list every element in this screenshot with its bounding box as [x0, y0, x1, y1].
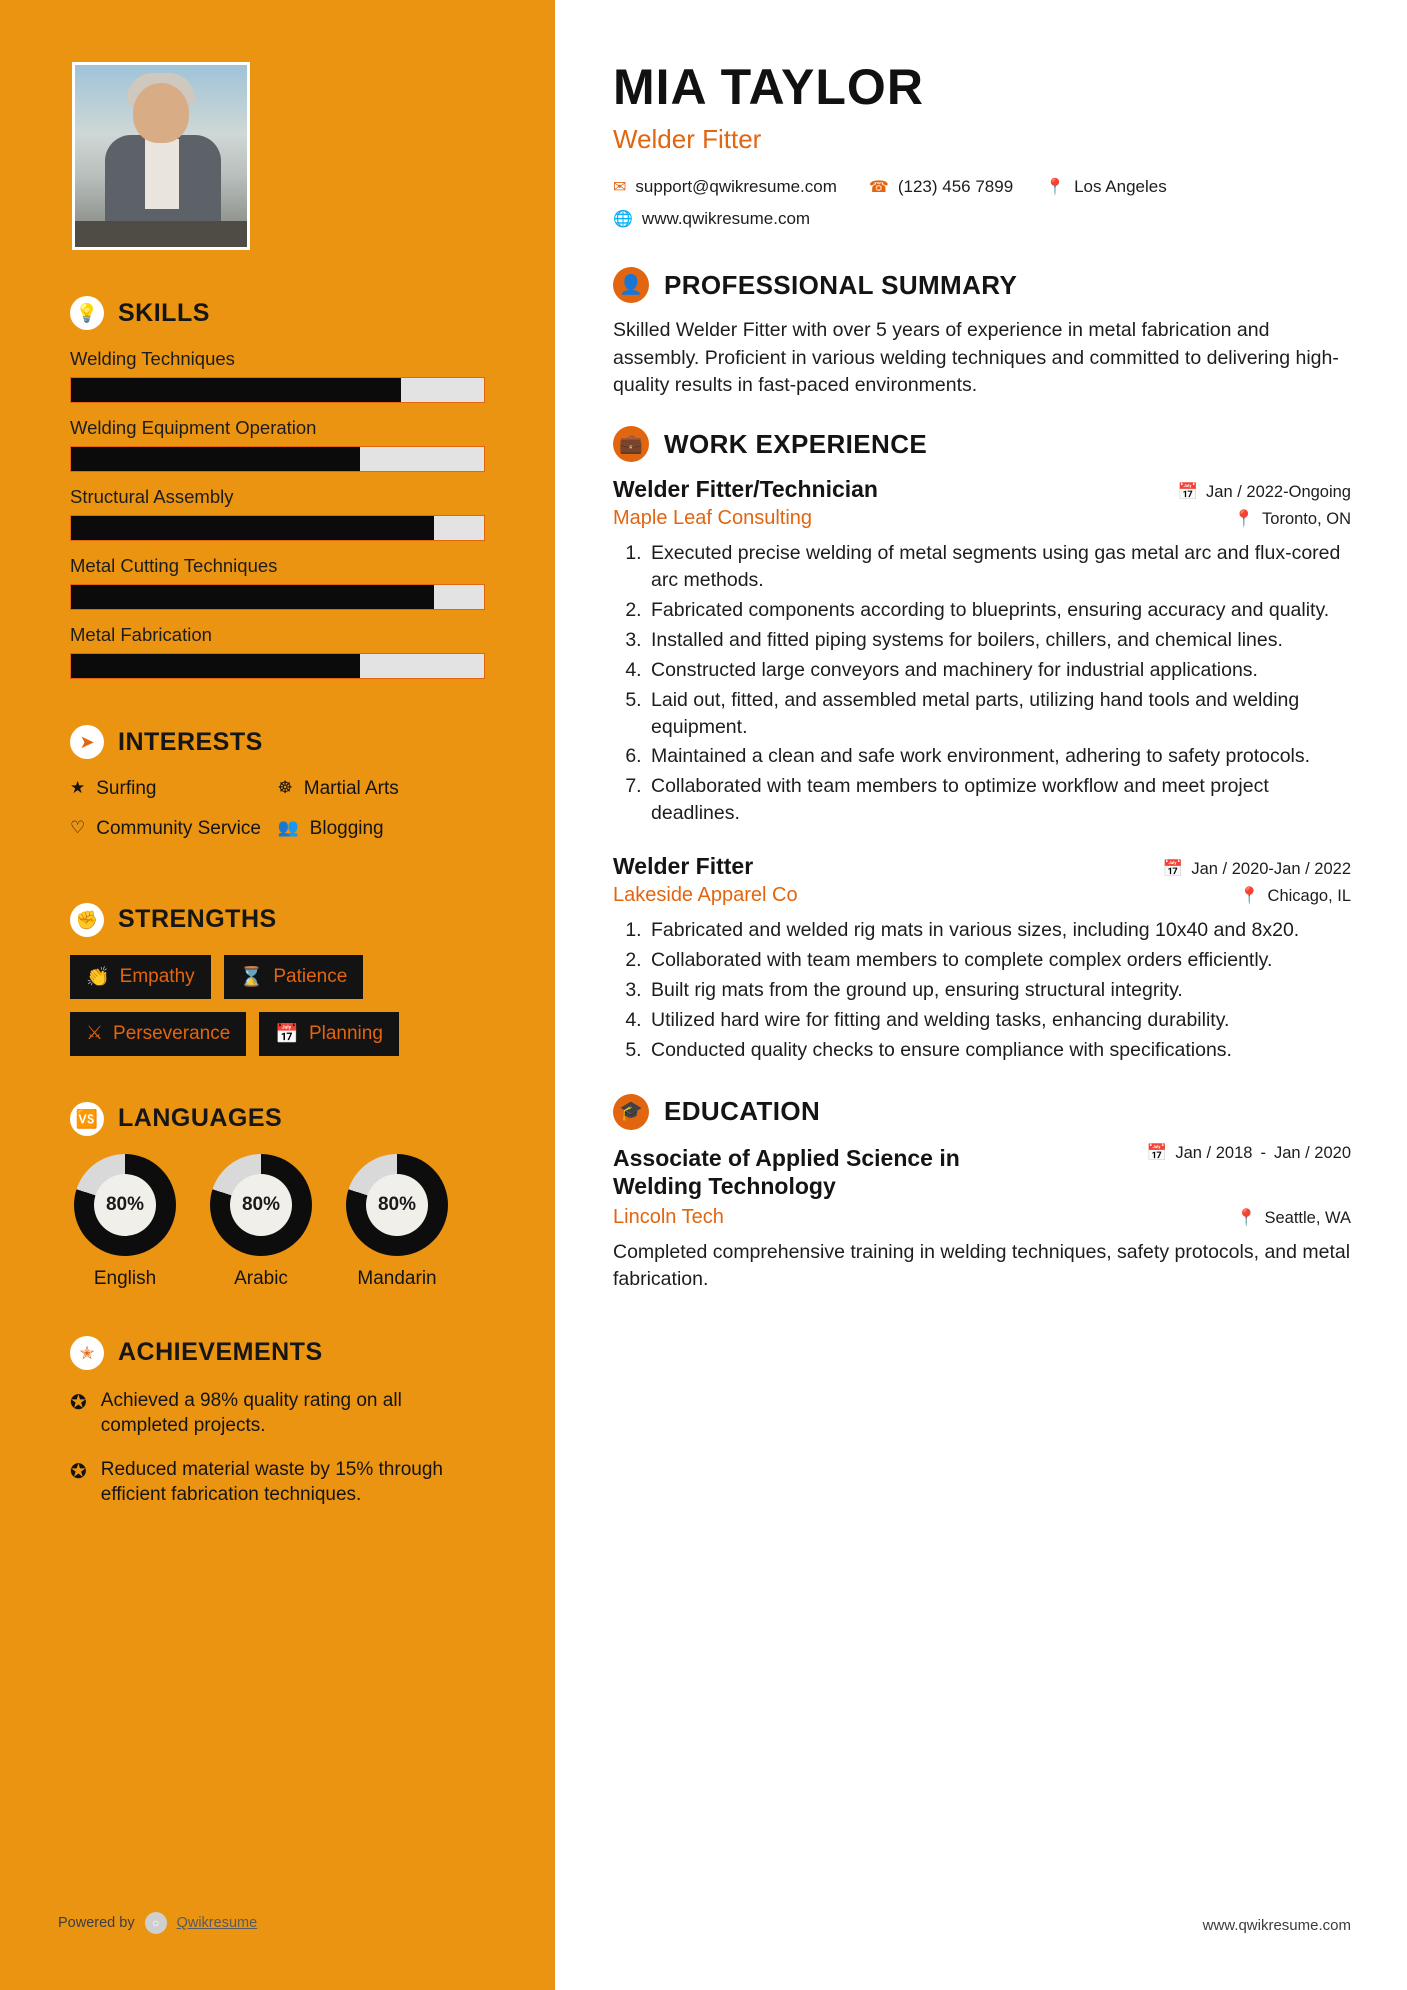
strength-label: Empathy	[119, 965, 195, 987]
star-icon: ★	[70, 778, 86, 797]
strength-label: Patience	[273, 965, 348, 987]
experience-title: WORK EXPERIENCE	[664, 428, 928, 459]
contact-website-text: www.qwikresume.com	[641, 209, 811, 228]
job-location	[1233, 510, 1351, 529]
powered-by-label: Powered by	[58, 1915, 135, 1931]
achievement-text: Achieved a 98% quality rating on all completed projects.	[100, 1389, 402, 1437]
strength-label: Planning	[308, 1022, 383, 1044]
achievement-item	[70, 1388, 485, 1439]
job-company: Lakeside Apparel Co	[613, 884, 798, 907]
skill-label: Welding Techniques	[70, 348, 235, 369]
education-header	[613, 1094, 1351, 1130]
language-name: Arabic	[234, 1267, 288, 1289]
job-bullets	[613, 540, 1351, 827]
education-date-start: Jan / 2018	[1175, 1143, 1253, 1162]
powered-by	[58, 1912, 257, 1934]
skill-row	[70, 417, 485, 472]
candidate-role: Welder Fitter	[613, 124, 762, 154]
interest-label: Community Service	[96, 817, 261, 839]
languages-header	[70, 1102, 485, 1136]
skill-row	[70, 486, 485, 541]
job-bullet: 6. Maintained a clean and safe work environment, adhering to safety protocols.	[647, 743, 1351, 770]
award-star-icon: ✭	[70, 1336, 104, 1370]
interests-title: INTERESTS	[118, 727, 263, 756]
language-item	[70, 1154, 180, 1290]
user-circle-icon: 👤	[613, 267, 649, 303]
strengths-section	[70, 903, 485, 1056]
phone-icon: ☎	[868, 179, 889, 196]
contact-phone-text: (123) 456 7899	[897, 177, 1014, 196]
skill-bar	[70, 377, 485, 403]
job-location-text: Toronto, ON	[1262, 510, 1351, 529]
location-pin-icon: 📍	[1045, 179, 1066, 196]
strength-chip	[224, 955, 364, 999]
interest-item	[70, 817, 278, 841]
skill-label: Structural Assembly	[70, 486, 234, 507]
skill-label: Metal Fabrication	[70, 624, 212, 645]
strengths-header	[70, 903, 485, 937]
experience-header	[613, 426, 1351, 462]
profile-photo	[72, 62, 250, 250]
languages-title: LANGUAGES	[118, 1104, 283, 1132]
experience-item	[613, 853, 1351, 1064]
job-title: Welder Fitter	[613, 853, 754, 880]
summary-section	[613, 267, 1351, 400]
fist-icon: ✊	[70, 903, 104, 937]
interest-label: Martial Arts	[303, 778, 399, 799]
interest-item	[278, 777, 486, 801]
summary-header	[613, 267, 1351, 303]
education-description: Completed comprehensive training in welding techniques, safety protocols, and metal fabrication.	[613, 1240, 1351, 1291]
contact-location	[1045, 177, 1167, 197]
skills-title: SKILLS	[118, 298, 210, 327]
job-bullet: 5. Laid out, fitted, and assembled metal parts, utilizing hand tools and welding equipment.	[647, 687, 1351, 741]
footer-website: www.qwikresume.com	[1202, 1917, 1351, 1934]
education-title: EDUCATION	[664, 1096, 821, 1127]
perseverance-icon: ⚔	[86, 1023, 104, 1044]
job-bullet: 3. Installed and fitted piping systems for boilers, chillers, and chemical lines.	[647, 627, 1351, 654]
language-item	[206, 1154, 316, 1290]
qwikresume-link[interactable]: Qwikresume	[176, 1915, 258, 1931]
job-bullet: 3. Built rig mats from the ground up, ensuring structural integrity.	[647, 977, 1351, 1004]
education-location-text: Seattle, WA	[1264, 1208, 1351, 1227]
achievements-title: ACHIEVEMENTS	[118, 1338, 323, 1366]
job-location-text: Chicago, IL	[1267, 887, 1351, 906]
main-content	[555, 0, 1407, 1990]
skill-bar	[70, 653, 485, 679]
skill-bar	[70, 584, 485, 610]
interest-item	[70, 777, 278, 801]
location-pin-icon: 📍	[1235, 1208, 1257, 1227]
briefcase-icon: 💼	[613, 426, 649, 462]
skill-bar	[70, 515, 485, 541]
qwikresume-logo-icon: ○	[145, 1912, 167, 1934]
education-school: Lincoln Tech	[613, 1205, 724, 1228]
location-pin-icon: 📍	[1238, 887, 1260, 906]
interests-header	[70, 725, 485, 759]
medal-star-icon: ✪	[70, 1460, 87, 1483]
globe-icon: 🌐	[613, 211, 633, 228]
date-separator: -	[1260, 1143, 1266, 1162]
interest-label: Surfing	[96, 778, 157, 799]
candidate-name: MIA TAYLOR	[613, 59, 924, 115]
interests-section	[70, 725, 485, 857]
lightbulb-icon: 💡	[70, 296, 104, 330]
education-location	[1236, 1209, 1351, 1228]
paper-plane-icon: ➤	[70, 725, 104, 759]
interest-item	[278, 817, 486, 841]
summary-text: Skilled Welder Fitter with over 5 years of experience in metal fabrication and assembly. Proficient in various welding techniques and committed to delivering high-quality results in fast-paced environments.	[613, 319, 1339, 397]
education-degree: Associate of Applied Science in Welding Technology	[613, 1144, 960, 1199]
job-bullet: 5. Conducted quality checks to ensure compliance with specifications.	[647, 1037, 1351, 1064]
language-percent: 80%	[366, 1174, 428, 1236]
language-percent: 80%	[230, 1174, 292, 1236]
calendar-icon: 📅	[1177, 483, 1199, 502]
envelope-icon: ✉	[613, 179, 627, 196]
education-date-end: Jan / 2020	[1273, 1143, 1351, 1162]
sidebar	[0, 0, 555, 1990]
achievement-item	[70, 1457, 485, 1508]
location-pin-icon: 📍	[1233, 510, 1255, 529]
job-bullet: 1. Executed precise welding of metal segments using gas metal arc and flux-cored arc methods.	[647, 540, 1351, 594]
heart-hands-icon: ♡	[70, 817, 86, 837]
hourglass-icon: ⌛	[239, 966, 264, 988]
job-dates	[1178, 483, 1352, 502]
skill-row	[70, 555, 485, 610]
contact-email[interactable]	[613, 177, 837, 197]
summary-title: PROFESSIONAL SUMMARY	[664, 269, 1018, 300]
strength-chip	[70, 955, 211, 999]
graduation-cap-icon: 🎓	[613, 1094, 649, 1130]
skill-row	[70, 624, 485, 679]
experience-item	[613, 476, 1351, 827]
job-dates-text: Jan / 2022-Ongoing	[1206, 483, 1351, 502]
job-bullet: 2. Collaborated with team members to complete complex orders efficiently.	[647, 947, 1351, 974]
users-icon: 👥	[277, 817, 299, 837]
language-item	[342, 1154, 452, 1290]
language-name: English	[93, 1267, 157, 1289]
language-name: Mandarin	[357, 1267, 437, 1289]
job-dates-text: Jan / 2020-Jan / 2022	[1191, 860, 1351, 879]
contact-list	[613, 177, 1351, 241]
contact-location-text: Los Angeles	[1074, 177, 1167, 196]
education-item	[613, 1144, 1351, 1294]
interest-label: Blogging	[309, 817, 384, 839]
contact-email-text: support@qwikresume.com	[635, 177, 837, 196]
job-location	[1239, 887, 1351, 906]
achievements-header	[70, 1336, 485, 1370]
contact-phone[interactable]	[869, 177, 1013, 197]
language-percent: 80%	[94, 1174, 156, 1236]
language-donut	[210, 1154, 312, 1256]
languages-section	[70, 1102, 485, 1290]
achievement-text: Reduced material waste by 15% through efficient fabrication techniques.	[100, 1458, 443, 1506]
strength-label: Perseverance	[113, 1022, 231, 1044]
contact-website[interactable]	[613, 209, 810, 229]
language-card-icon: 🆚	[70, 1102, 104, 1136]
handshake-icon: 👏	[86, 966, 110, 988]
strengths-title: STRENGTHS	[118, 905, 277, 933]
job-bullet: 7. Collaborated with team members to optimize workflow and meet project deadlines.	[647, 773, 1351, 827]
job-bullet: 4. Constructed large conveyors and machinery for industrial applications.	[647, 657, 1351, 684]
strength-chip	[259, 1012, 399, 1056]
calendar-icon: 📅	[1162, 860, 1184, 879]
experience-section	[613, 426, 1351, 1064]
achievements-section	[70, 1336, 485, 1509]
skills-header	[70, 296, 485, 330]
job-dates	[1163, 860, 1351, 879]
skill-label: Welding Equipment Operation	[70, 417, 317, 438]
calendar-icon: 📅	[275, 1023, 299, 1045]
job-title: Welder Fitter/Technician	[613, 476, 878, 503]
calendar-icon: 📅	[1146, 1143, 1168, 1162]
language-donut	[74, 1154, 176, 1256]
strength-chip	[70, 1012, 246, 1056]
skill-bar	[70, 446, 485, 472]
martial-arts-icon: ☸	[277, 778, 293, 797]
skills-section	[70, 296, 485, 679]
skill-label: Metal Cutting Techniques	[70, 555, 278, 576]
job-bullet: 1. Fabricated and welded rig mats in various sizes, including 10x40 and 8x20.	[647, 917, 1351, 944]
skill-row	[70, 348, 485, 403]
education-dates	[1147, 1144, 1351, 1164]
job-bullet: 2. Fabricated components according to blueprints, ensuring accuracy and quality.	[647, 597, 1351, 624]
education-section	[613, 1094, 1351, 1294]
job-company: Maple Leaf Consulting	[613, 507, 813, 530]
job-bullet: 4. Utilized hard wire for fitting and welding tasks, enhancing durability.	[647, 1007, 1351, 1034]
medal-star-icon: ✪	[70, 1391, 87, 1414]
language-donut	[346, 1154, 448, 1256]
job-bullets	[613, 917, 1351, 1064]
